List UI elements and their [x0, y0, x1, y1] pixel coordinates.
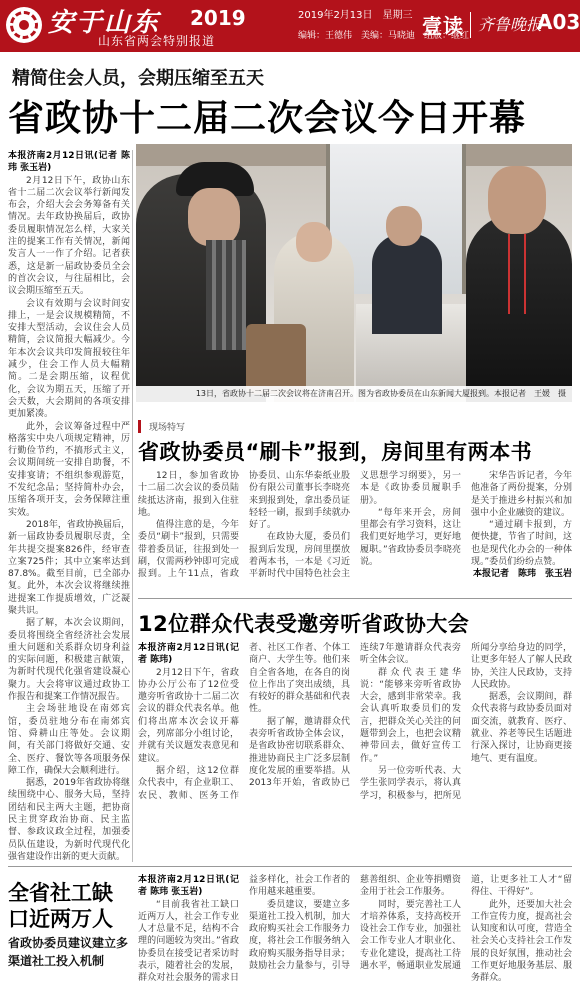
story3-paragraph: 据悉，会议期间，群众代表将与政协委员面对面交流，就教育、医疗、就业、养老等民生话题进行深入探讨，让协商更接地气、更有温度。 [471, 692, 572, 764]
story2-paragraph: 宋华告诉记者，今年他准备了两份提案，分别是关于推进乡村振兴和加强中小企业融资的建议。 [471, 471, 572, 518]
story2-paragraph: 12日，参加省政协十二届二次会议的委员陆续抵达济南，报到入住驻地。 [138, 471, 239, 518]
lead-byline: 本报济南2月12日讯(记者 陈玮 张玉岩) [8, 151, 130, 174]
story3-byline: 本报济南2月12日讯(记者 陈玮) [138, 643, 239, 666]
masthead-title: 安于山东 [48, 8, 161, 38]
masthead-divider [470, 12, 471, 38]
section-name: 壹读 [422, 14, 464, 38]
lead-paragraph: 此外，会议筹备过程中严格落实中央八项规定精神，厉行勤俭节约，不搞形式主义，会议期间统一安排自助餐，不安排宴请；不组织参观游览，不发纪念品；坚持简朴办会，压缩各项开支，会务保障注重实效。 [8, 421, 130, 518]
story3-paragraph: 另一位旁听代表、大学生张同学表示，将认真学习，积极参与，把所见所闻分享给身边的同学，让更多年轻人了解人民政协，关注人民政协，支持人民政协。 [360, 643, 572, 801]
story4-paragraph: 同时，要完善社工人才培养体系，支持高校开设社会工作专业，加强社会工作专业人才职业化、专业化建设，提高社工待遇水平，畅通职业发展通道，让更多社工人才“留得住、干得好”。 [360, 875, 572, 972]
gear-logo-icon [6, 7, 42, 43]
lead-paragraph: 据了解，本次会议期间，委员将围绕全省经济社会发展重大问题和关系群众切身利益的实际问题，积极建言献策，为新时代现代化强省建设凝心聚力。大会将审议通过政协工作报告和提案工作情况报告。 [8, 618, 130, 703]
lead-paragraph: 主会场驻地设在南郊宾馆，委员驻地分布在南郊宾馆、舜耕山庄等处。会议期间，有关部门将做好交通、安全、医疗、餐饮等各项服务保障工作，确保大会顺利进行。 [8, 704, 130, 776]
issue-date: 2019年2月13日 星期三 [298, 10, 413, 21]
lead-paragraph: 2018年，省政协换届后，新一届政协委员履职尽责，全年共提交提案826件，经审查立案725件；其中立案率达到87.8%。截至目前，已全部办复。此外，本次会议将继续推进提案工作提质增效，广泛凝聚共识。 [8, 519, 130, 616]
lead-article-column [8, 150, 130, 862]
story2-author: 本报记者 陈玮 张玉岩 [472, 569, 572, 580]
photo-caption: 13日，省政协十二届二次会议将在济南召开。图为省政协委员在山东新闻大厦报到。本报记者 王媛 摄 [136, 386, 572, 402]
story2-headline: 省政协委员“刷卡”报到，房间里有两本书 [138, 440, 533, 464]
lead-kicker: 精简住会人员，会期压缩至五天 [12, 68, 264, 89]
editor-credits: 编辑：王德伟 美编：马晓迪 组版：继红 [298, 31, 470, 41]
story4-subhead: 省政协委员建议建立多渠道社工投入机制 [8, 936, 129, 968]
story2-paragraph: 在政协大厦，委员们报到后发现，房间里摆放着两本书，一本是《习近平新时代中国特色社会主义思想学习纲要》，另一本是《政协委员履职手册》。 [249, 471, 461, 580]
column-divider [132, 150, 133, 862]
masthead [0, 0, 580, 52]
story4-paragraph: 此外，还要加大社会工作宣传力度，提高社会认知度和认可度，营造全社会关心支持社会工作发展的良好氛围，推动社会工作更好地服务基层、服务群众。 [471, 899, 572, 984]
section-rule [8, 866, 572, 867]
story2-paragraph: 值得注意的是，今年委员“刷卡”报到，只需要带着委员证，往报到处一刷，仅需两秒钟即可完成报到。上午11点，省政协委员、山东华泰纸业股份有限公司董事长李晓亮来到报到处，拿出委员证轻轻一刷，报到手续就办好了。 [138, 471, 350, 580]
story4-headline: 全省社工缺口近两万人 [8, 881, 113, 931]
story4-byline: 本报济南2月12日讯(记者 陈玮 张玉岩) [138, 875, 239, 898]
lead-paragraph: 会议有效期与会议时间安排上，一是会议规模精简，不安排大型活动，会议住会人员精简，会议简报大幅减少。今年本次会议共印发简报较往年减少，住会工作人员大幅精简。二是会期压缩，议程优化，会议为期五天，压缩了开会天数，大会期间的各项安排更加紧凑。 [8, 298, 130, 420]
newspaper-brand: 齐鲁晚报 [478, 15, 543, 34]
lead-paragraph: 2月12日下午，政协山东省十二届二次会议举行新闻发布会，介绍大会会务筹备有关情况。去年政协换届后，政协委员履职情况怎么样，大家关注的提案工作有关情况，新闻发言人一一作了介绍。记者获悉，这是新一届政协委员全会的首次会议，与往届相比，会议会期压缩至五天。 [8, 175, 130, 297]
masthead-year: 2019 [190, 6, 246, 30]
story4-column [138, 874, 572, 992]
news-photo [136, 144, 572, 402]
story2-paragraph: “每年来开会，房间里都会有学习资料，这让我们更好地学习，更好地履职。”省政协委员李晓亮说。 [360, 507, 461, 568]
story2-paragraph: “通过刷卡报到，方便快捷，节省了时间，这也是现代化办会的一种体现。”委员们纷纷点赞。 [471, 520, 572, 568]
story4-paragraph: 委员建议，要建立多渠道社工投入机制，加大政府购买社会工作服务力度，将社会工作服务纳入政府购买服务指导目录；鼓励社会力量参与，引导慈善组织、企业等捐赠资金用于社会工作服务。 [249, 875, 461, 972]
story4-paragraph: “目前我省社工缺口近两万人，社会工作专业人才总量不足，结构不合理的问题较为突出。”省政协委员在接受记者采访时表示，随着社会的发展，群众对社会服务的需求日益多样化，社会工作者的作用越来越重要。 [138, 875, 350, 984]
story3-paragraph: 据介绍，这12位群众代表中，有企业职工、农民、教师、医务工作者、社区工作者、个体工商户、大学生等。他们来自全省各地，在各自的岗位上作出了突出成绩，具有较好的群众基础和代表性。 [138, 643, 350, 801]
story2-column [138, 470, 572, 592]
masthead-subtitle: 山东省两会特别报道 [98, 34, 216, 48]
lead-paragraph: 据悉，2019年省政协将继续围绕中心、服务大局，坚持团结和民主两大主题，把协商民主贯穿政治协商、民主监督、参政议政全过程，加强委员队伍建设，为新时代现代化强省建设作出新的更大贡献。 [8, 778, 130, 862]
lead-headline: 省政协十二届二次会议今日开幕 [8, 98, 527, 139]
story3-paragraph: 群众代表王建华说：“能够来旁听省政协大会，感到非常荣幸。我会认真听取委员们的发言，把群众关心关注的问题带到会上，也把会议精神带回去，做好宣传工作。” [360, 667, 461, 764]
page-number: A03 [537, 10, 580, 34]
section-rule [138, 598, 572, 599]
story3-column [138, 642, 572, 844]
story3-paragraph: 据了解，邀请群众代表旁听省政协全体会议，是省政协密切联系群众、推进协商民主广泛多层制度化发展的重要举措。从2013年开始，省政协已连续7年邀请群众代表旁听全体会议。 [249, 643, 461, 789]
story3-headline: 12位群众代表受邀旁听省政协大会 [138, 612, 470, 636]
section-label: 现场特写 [138, 420, 185, 433]
story3-paragraph: 2月12日下午，省政协办公厅公布了12位受邀旁听省政协十二届二次会议的群众代表名单。他们将出席本次会议开幕会，列席部分小组讨论，并就有关议题发表意见和建议。 [138, 667, 239, 764]
